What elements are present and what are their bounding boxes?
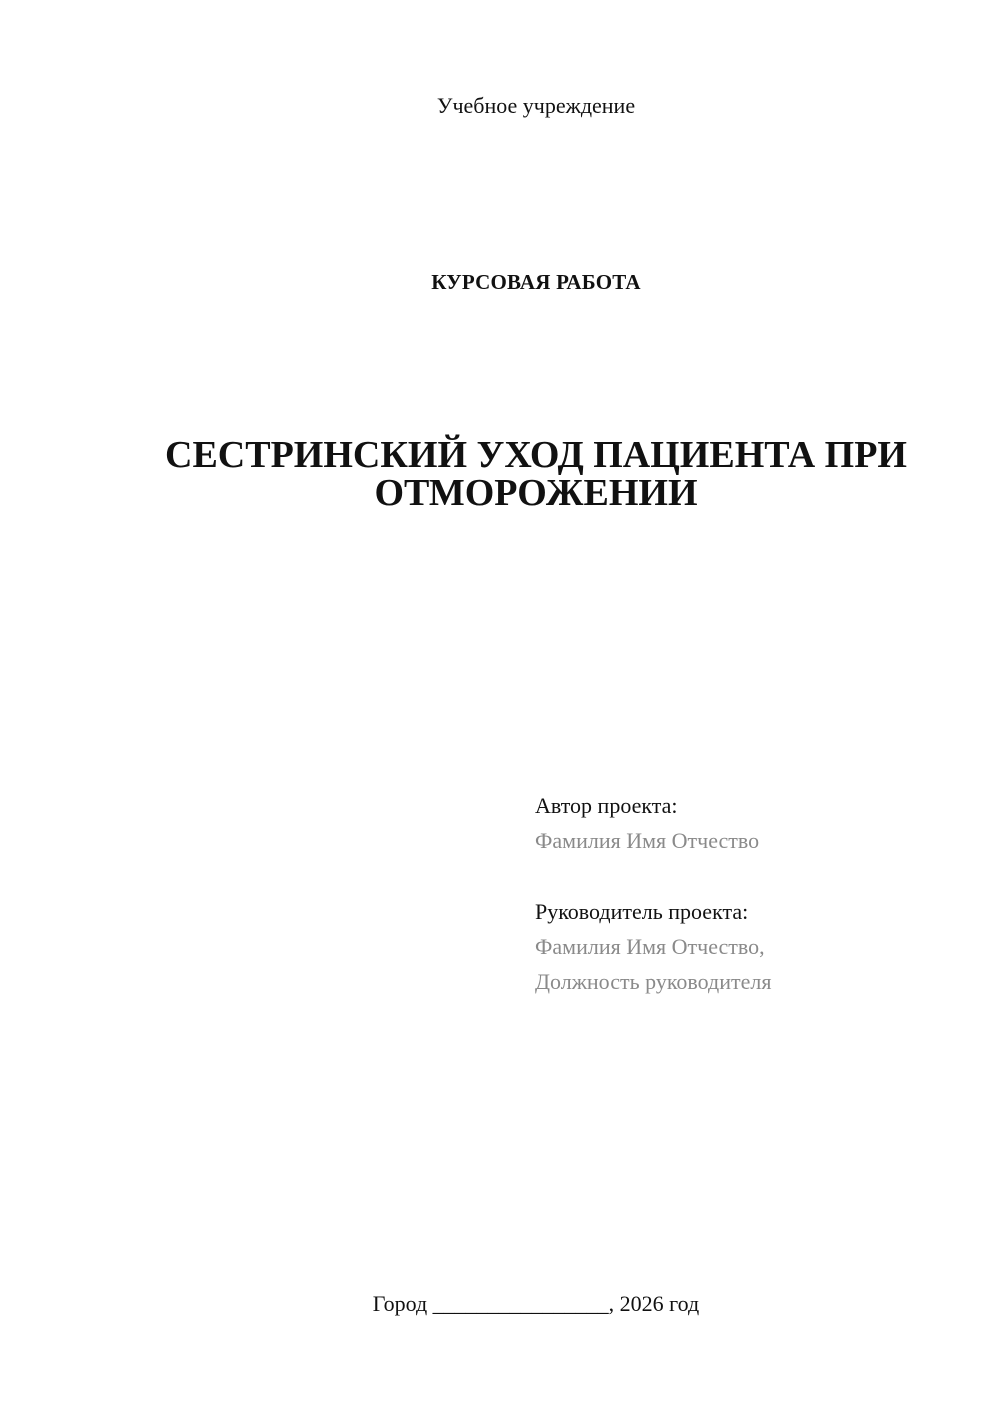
title-line-1: СЕСТРИНСКИЙ УХОД ПАЦИЕНТА ПРИ — [165, 434, 907, 476]
institution-name: Учебное учреждение — [436, 93, 636, 118]
section-gap — [535, 858, 955, 894]
document-title — [120, 436, 952, 512]
supervisor-label: Руководитель проекта: — [535, 899, 749, 924]
city-year-line: Город ________________, 2026 год — [372, 1291, 700, 1316]
supervisor-position: Должность руководителя — [535, 969, 772, 994]
work-type: КУРСОВАЯ РАБОТА — [431, 270, 641, 294]
supervisor-name: Фамилия Имя Отчество, — [535, 934, 765, 959]
author-name: Фамилия Имя Отчество — [535, 828, 760, 853]
title-line-2: ОТМОРОЖЕНИИ — [374, 472, 698, 514]
author-label: Автор проекта: — [535, 793, 678, 818]
project-people — [535, 788, 955, 999]
